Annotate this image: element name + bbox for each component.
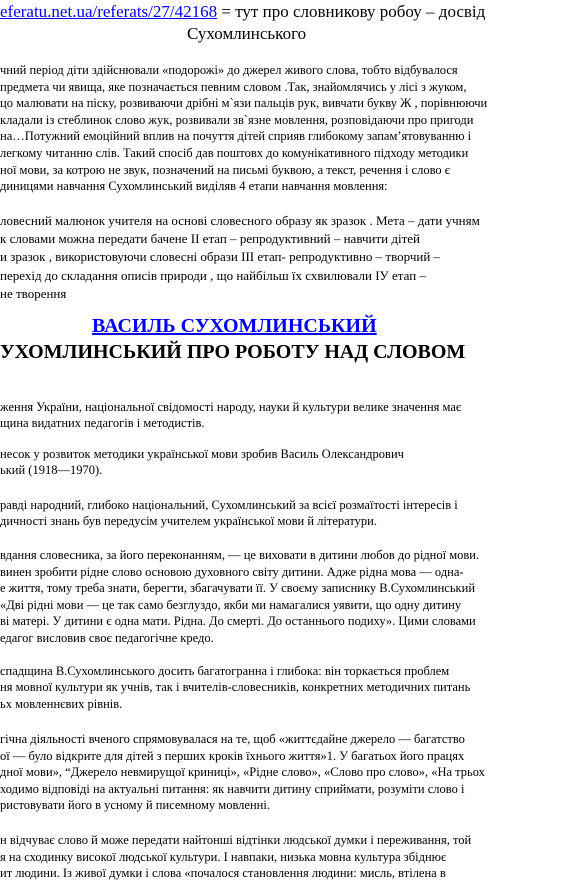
text-line: и зразок , використовуючи словесні образи ІІІ етап- репродуктивно – творчий –	[0, 249, 441, 265]
text-line: е життя, тому треба знати, берегти, збагачувати її. У своєму записнику В.Сухомлинський	[0, 581, 476, 596]
text-line: дичності знань був передусім учителем української мови й літератури.	[0, 514, 377, 529]
text-line: не творення	[0, 285, 67, 301]
text-line: ної мови, за котрою не звук, позначений на письмі буквою, а текст, речення і слово є	[0, 162, 451, 177]
text-line: диницями навчання Сухомлинський виділяв 4 етапи навчання мовлення:	[0, 179, 388, 194]
header-rest: = тут про словникову робоу – досвід	[217, 2, 486, 21]
article-title: УХОМЛИНСЬКИЙ ПРО РОБОТУ НАД СЛОВОМ	[0, 341, 466, 363]
text-line: ристовувати його в усному й писемному мовленні.	[0, 798, 270, 813]
text-line: щина видатних педагогів і методистів.	[0, 416, 205, 431]
text-line: едагог висловив своє педагогічне кредо.	[0, 631, 214, 645]
text-line: кладали із стеблинок слово жук, розвивали зв`язне мовлення, розповідаючи про пригоди	[0, 112, 474, 127]
text-line: ходимо відповіді на актуальні питання: як навчити дитину сприймати, розуміти слово і	[0, 781, 465, 796]
text-line: ві матері. У дитини є одна мати. Рідна. До смерті. До останнього подиху». Цими словами	[0, 614, 476, 629]
text-line: на…Потужний емоційний вплив на почуття дітей сприяв глибокому запам’ятовуванню і	[0, 129, 472, 144]
header-line-2: Сухомлинського	[187, 24, 307, 43]
text-line: винен зробити рідне слово основою духовного світу дитини. Адже рідна мова — одна-	[0, 564, 464, 579]
source-link[interactable]: eferatu.net.ua/referats/27/42168	[0, 2, 218, 21]
text-line: ня мовної культури як учнів, так і вчителів-словесників, конкретних методичних питань	[0, 680, 471, 695]
text-line: равді народний, глибоко національний, Сухомлинський за всієї розмаїтості інтересів і	[0, 498, 458, 512]
text-line: гічна діяльності вченого спрямовувалася на те, щоб «життєдайне джерело — багатство	[0, 732, 465, 746]
text-line: ит людини. Із живої думки і слова «почалося становлення людини: мисль, втілена в	[0, 866, 446, 881]
article-title-link[interactable]: ВАСИЛЬ СУХОМЛИНСЬКИЙ	[92, 315, 377, 337]
text-line: дної мови», “Джерело невмирущої криниці», «Рідне слово», «Слово про слово», «На трьох	[0, 765, 485, 780]
text-line: цо малювати на піску, розвиваючи дрібні м`язи пальців рук, вивчати букву Ж , порівнюючи	[0, 96, 488, 111]
text-line: легкому читанню слів. Такий спосіб дав поштовх до комунікативного підходу методики	[0, 146, 469, 160]
text-line: я на сходинку високої людської культури. І навпаки, низька мовна культура збіднює	[0, 849, 447, 864]
text-line: предмета чи явища, яке позначається певним словом .Так, знайомлячись у лісі з жуком,	[0, 79, 467, 94]
text-line: ьх мовленнєвих рівнів.	[0, 696, 123, 711]
text-line: ловесний малюнок учителя на основі словесного образу як зразок . Мета – дати учням	[0, 213, 480, 228]
text-line: ький (1918—1970).	[0, 463, 103, 478]
text-line: спадщина В.Сухомлинського досить багатогранна і глибока: він торкається проблем	[0, 664, 450, 678]
text-line: н відчуває слово й може передати найтонші відтінки людської думки і переживання, той	[0, 833, 472, 847]
text-line: вдання словесника, за його переконанням, — це виховати в дитини любов до рідної мови.	[0, 548, 480, 562]
header-line-1	[0, 3, 485, 20]
text-line: к словами можна передати бачене ІІ етап – репродуктивний – навчити дітей	[0, 231, 420, 247]
text-line: ої — було відкрите для дітей з перших кроків їхнього життя»1. У багатьох його працях	[0, 748, 465, 763]
text-line: ження України, національної свідомості народу, науки й культури велике значення має	[0, 400, 462, 414]
text-line: чний період діти здійснювали «подорожі» до джерел живого слова, тобто відбувалося	[0, 63, 458, 77]
text-line: несок у розвиток методики української мови зробив Василь Олександрович	[0, 447, 404, 461]
text-line: «Дві рідні мови — це так само безглуздо, якби ми намагалися уявити, що одну дитину	[0, 597, 462, 612]
text-line: перехід до складання описів природи , що найбільш їх схвилювали ІУ етап –	[0, 267, 426, 283]
